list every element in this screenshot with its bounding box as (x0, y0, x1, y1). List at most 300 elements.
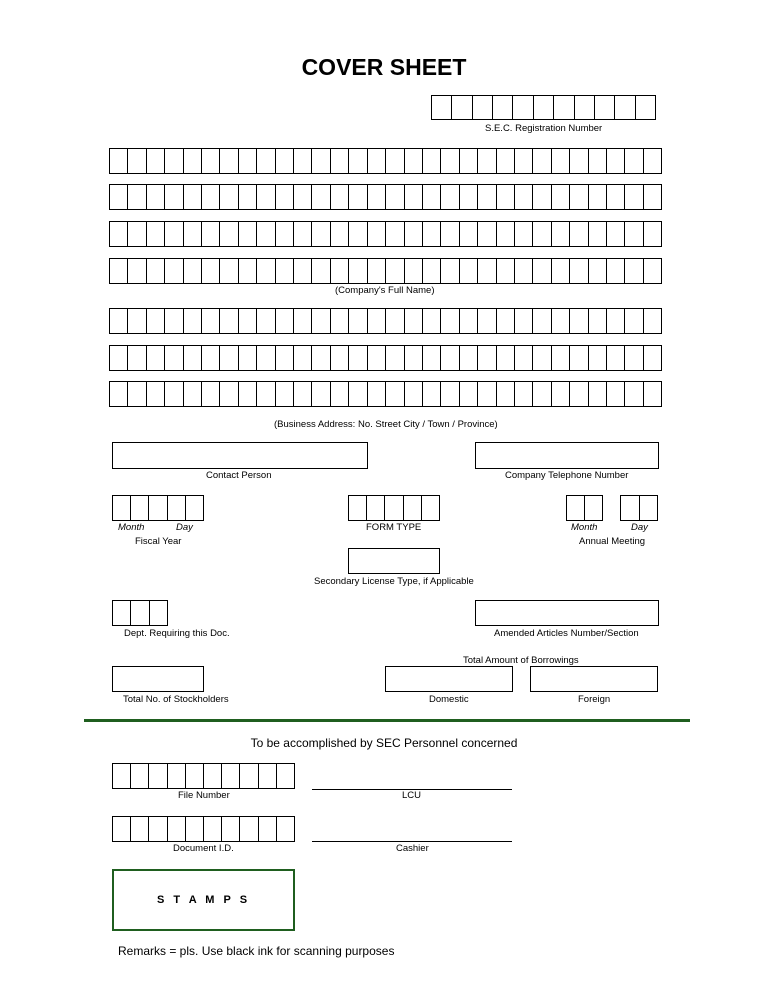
domestic-borrowings-field[interactable] (385, 666, 513, 692)
remarks-text: Remarks = pls. Use black ink for scanning purposes (118, 944, 395, 958)
entry-cell[interactable] (146, 149, 164, 173)
entry-cell[interactable] (185, 496, 203, 520)
entry-cell[interactable] (164, 222, 182, 246)
dept-requiring-boxes[interactable] (112, 600, 168, 626)
entry-cell[interactable] (477, 346, 495, 370)
entry-cell[interactable] (183, 309, 201, 333)
entry-cell[interactable] (201, 346, 219, 370)
entry-cell[interactable] (330, 149, 348, 173)
entry-cell[interactable] (275, 259, 293, 283)
entry-cell[interactable] (109, 309, 127, 333)
entry-cell[interactable] (146, 309, 164, 333)
entry-cell[interactable] (532, 309, 550, 333)
entry-cell[interactable] (256, 259, 274, 283)
entry-cell[interactable] (348, 496, 366, 520)
entry-cell[interactable] (311, 309, 329, 333)
entry-cell[interactable] (421, 496, 439, 520)
entry-cell[interactable] (183, 259, 201, 283)
entry-cell[interactable] (219, 382, 237, 406)
entry-cell[interactable] (606, 309, 624, 333)
entry-cell[interactable] (127, 185, 145, 209)
foreign-borrowings-field[interactable] (530, 666, 658, 692)
entry-cell[interactable] (440, 346, 458, 370)
entry-cell[interactable] (496, 149, 514, 173)
entry-cell[interactable] (201, 149, 219, 173)
entry-cell[interactable] (183, 346, 201, 370)
entry-cell[interactable] (276, 764, 294, 788)
stamps-label: S T A M P S (156, 894, 251, 906)
entry-cell[interactable] (385, 259, 403, 283)
entry-cell[interactable] (348, 346, 366, 370)
entry-cell[interactable] (532, 259, 550, 283)
lcu-label: LCU (402, 790, 422, 801)
company-name-row-2[interactable] (109, 184, 662, 210)
entry-cell[interactable] (238, 346, 256, 370)
entry-cell[interactable] (588, 259, 606, 283)
entry-cell[interactable] (348, 222, 366, 246)
entry-cell[interactable] (293, 149, 311, 173)
entry-cell[interactable] (185, 817, 203, 841)
entry-cell[interactable] (459, 149, 477, 173)
entry-cell[interactable] (385, 149, 403, 173)
entry-cell[interactable] (201, 259, 219, 283)
company-telephone-label: Company Telephone Number (505, 470, 629, 481)
entry-cell[interactable] (643, 309, 661, 333)
entry-cell[interactable] (367, 149, 385, 173)
annual-meeting-label: Annual Meeting (579, 536, 646, 547)
contact-person-field[interactable] (112, 442, 368, 469)
entry-cell[interactable] (404, 346, 422, 370)
entry-cell[interactable] (588, 346, 606, 370)
entry-cell[interactable] (238, 309, 256, 333)
company-telephone-field[interactable] (475, 442, 659, 469)
entry-cell[interactable] (276, 817, 294, 841)
entry-cell[interactable] (256, 309, 274, 333)
entry-cell[interactable] (330, 309, 348, 333)
entry-cell[interactable] (404, 149, 422, 173)
entry-cell[interactable] (130, 601, 148, 625)
entry-cell[interactable] (109, 185, 127, 209)
entry-cell[interactable] (330, 259, 348, 283)
company-name-label: (Company's Full Name) (335, 285, 435, 296)
entry-cell[interactable] (551, 149, 569, 173)
entry-cell[interactable] (348, 185, 366, 209)
entry-cell[interactable] (643, 185, 661, 209)
entry-cell[interactable] (258, 817, 276, 841)
entry-cell[interactable] (643, 382, 661, 406)
entry-cell[interactable] (221, 764, 239, 788)
business-address-row-3[interactable] (109, 381, 662, 407)
entry-cell[interactable] (348, 382, 366, 406)
entry-cell[interactable] (551, 185, 569, 209)
entry-cell[interactable] (164, 185, 182, 209)
entry-cell[interactable] (606, 222, 624, 246)
entry-cell[interactable] (422, 259, 440, 283)
entry-cell[interactable] (275, 309, 293, 333)
entry-cell[interactable] (492, 96, 512, 119)
entry-cell[interactable] (624, 222, 642, 246)
entry-cell[interactable] (643, 346, 661, 370)
entry-cell[interactable] (238, 222, 256, 246)
entry-cell[interactable] (569, 222, 587, 246)
fiscal-year-boxes[interactable] (112, 495, 204, 521)
entry-cell[interactable] (256, 382, 274, 406)
entry-cell[interactable] (164, 382, 182, 406)
entry-cell[interactable] (330, 382, 348, 406)
entry-cell[interactable] (606, 346, 624, 370)
entry-cell[interactable] (472, 96, 492, 119)
entry-cell[interactable] (293, 185, 311, 209)
entry-cell[interactable] (514, 259, 532, 283)
entry-cell[interactable] (404, 309, 422, 333)
entry-cell[interactable] (293, 346, 311, 370)
entry-cell[interactable] (404, 222, 422, 246)
entry-cell[interactable] (164, 346, 182, 370)
entry-cell[interactable] (643, 222, 661, 246)
entry-cell[interactable] (146, 382, 164, 406)
entry-cell[interactable] (348, 149, 366, 173)
entry-cell[interactable] (367, 185, 385, 209)
entry-cell[interactable] (624, 185, 642, 209)
entry-cell[interactable] (588, 382, 606, 406)
entry-cell[interactable] (130, 764, 148, 788)
entry-cell[interactable] (167, 817, 185, 841)
entry-cell[interactable] (367, 309, 385, 333)
entry-cell[interactable] (127, 382, 145, 406)
entry-cell[interactable] (238, 382, 256, 406)
entry-cell[interactable] (367, 382, 385, 406)
entry-cell[interactable] (614, 96, 634, 119)
entry-cell[interactable] (624, 149, 642, 173)
entry-cell[interactable] (109, 346, 127, 370)
sec-registration-number-label: S.E.C. Registration Number (485, 123, 603, 134)
entry-cell[interactable] (532, 382, 550, 406)
entry-cell[interactable] (164, 259, 182, 283)
amended-articles-field[interactable] (475, 600, 659, 626)
entry-cell[interactable] (551, 346, 569, 370)
entry-cell[interactable] (532, 346, 550, 370)
entry-cell[interactable] (127, 149, 145, 173)
secondary-license-field[interactable] (348, 548, 440, 574)
entry-cell[interactable] (496, 259, 514, 283)
entry-cell[interactable] (514, 309, 532, 333)
entry-cell[interactable] (459, 382, 477, 406)
entry-cell[interactable] (385, 346, 403, 370)
entry-cell[interactable] (624, 309, 642, 333)
entry-cell[interactable] (532, 185, 550, 209)
entry-cell[interactable] (431, 96, 451, 119)
entry-cell[interactable] (348, 309, 366, 333)
foreign-label: Foreign (578, 694, 611, 705)
form-type-boxes[interactable] (348, 495, 440, 521)
entry-cell[interactable] (385, 185, 403, 209)
entry-cell[interactable] (588, 309, 606, 333)
document-id-label: Document I.D. (173, 843, 234, 854)
entry-cell[interactable] (311, 382, 329, 406)
entry-cell[interactable] (109, 222, 127, 246)
entry-cell[interactable] (594, 96, 614, 119)
entry-cell[interactable] (422, 309, 440, 333)
entry-cell[interactable] (127, 222, 145, 246)
entry-cell[interactable] (203, 764, 221, 788)
entry-cell[interactable] (635, 96, 655, 119)
entry-cell[interactable] (201, 382, 219, 406)
entry-cell[interactable] (275, 382, 293, 406)
entry-cell[interactable] (275, 185, 293, 209)
file-number-boxes[interactable] (112, 763, 295, 789)
entry-cell[interactable] (293, 309, 311, 333)
entry-cell[interactable] (514, 185, 532, 209)
entry-cell[interactable] (512, 96, 532, 119)
entry-cell[interactable] (183, 222, 201, 246)
entry-cell[interactable] (422, 382, 440, 406)
entry-cell[interactable] (532, 222, 550, 246)
entry-cell[interactable] (422, 222, 440, 246)
entry-cell[interactable] (496, 309, 514, 333)
entry-cell[interactable] (367, 259, 385, 283)
entry-cell[interactable] (569, 185, 587, 209)
entry-cell[interactable] (459, 309, 477, 333)
company-name-row-4[interactable] (109, 258, 662, 284)
cashier-line[interactable] (312, 841, 512, 842)
entry-cell[interactable] (385, 222, 403, 246)
entry-cell[interactable] (348, 259, 366, 283)
entry-cell[interactable] (639, 496, 658, 520)
entry-cell[interactable] (112, 601, 130, 625)
entry-cell[interactable] (551, 259, 569, 283)
entry-cell[interactable] (496, 382, 514, 406)
entry-cell[interactable] (275, 346, 293, 370)
entry-cell[interactable] (239, 817, 257, 841)
fiscal-year-label: Fiscal Year (135, 536, 182, 547)
entry-cell[interactable] (551, 382, 569, 406)
entry-cell[interactable] (569, 259, 587, 283)
entry-cell[interactable] (569, 346, 587, 370)
company-name-row-3[interactable] (109, 221, 662, 247)
entry-cell[interactable] (440, 185, 458, 209)
entry-cell[interactable] (127, 309, 145, 333)
entry-cell[interactable] (496, 185, 514, 209)
entry-cell[interactable] (164, 149, 182, 173)
entry-cell[interactable] (384, 496, 402, 520)
amended-articles-label: Amended Articles Number/Section (494, 628, 639, 639)
entry-cell[interactable] (219, 149, 237, 173)
entry-cell[interactable] (219, 185, 237, 209)
entry-cell[interactable] (109, 382, 127, 406)
file-number-label: File Number (178, 790, 230, 801)
entry-cell[interactable] (293, 222, 311, 246)
entry-cell[interactable] (109, 149, 127, 173)
entry-cell[interactable] (569, 149, 587, 173)
entry-cell[interactable] (551, 309, 569, 333)
entry-cell[interactable] (275, 149, 293, 173)
entry-cell[interactable] (624, 382, 642, 406)
entry-cell[interactable] (588, 222, 606, 246)
business-address-row-1[interactable] (109, 308, 662, 334)
entry-cell[interactable] (422, 346, 440, 370)
entry-cell[interactable] (606, 382, 624, 406)
entry-cell[interactable] (311, 149, 329, 173)
entry-cell[interactable] (148, 817, 166, 841)
entry-cell[interactable] (385, 382, 403, 406)
total-stockholders-label: Total No. of Stockholders (123, 694, 229, 705)
entry-cell[interactable] (440, 222, 458, 246)
entry-cell[interactable] (404, 185, 422, 209)
entry-cell[interactable] (514, 149, 532, 173)
entry-cell[interactable] (164, 309, 182, 333)
entry-cell[interactable] (422, 185, 440, 209)
entry-cell[interactable] (201, 185, 219, 209)
entry-cell[interactable] (293, 259, 311, 283)
entry-cell[interactable] (367, 222, 385, 246)
entry-cell[interactable] (620, 496, 639, 520)
entry-cell[interactable] (219, 222, 237, 246)
entry-cell[interactable] (624, 346, 642, 370)
entry-cell[interactable] (330, 185, 348, 209)
entry-cell[interactable] (514, 222, 532, 246)
entry-cell[interactable] (422, 149, 440, 173)
entry-cell[interactable] (183, 382, 201, 406)
contact-person-label: Contact Person (206, 470, 272, 481)
entry-cell[interactable] (477, 222, 495, 246)
entry-cell[interactable] (148, 496, 166, 520)
entry-cell[interactable] (553, 96, 573, 119)
entry-cell[interactable] (588, 185, 606, 209)
entry-cell[interactable] (130, 817, 148, 841)
entry-cell[interactable] (167, 764, 185, 788)
entry-cell[interactable] (146, 185, 164, 209)
entry-cell[interactable] (146, 222, 164, 246)
entry-cell[interactable] (258, 764, 276, 788)
fiscal-day-label: Day (176, 522, 193, 533)
entry-cell[interactable] (167, 496, 185, 520)
entry-cell[interactable] (477, 309, 495, 333)
entry-cell[interactable] (569, 309, 587, 333)
entry-cell[interactable] (404, 259, 422, 283)
entry-cell[interactable] (477, 382, 495, 406)
entry-cell[interactable] (219, 309, 237, 333)
entry-cell[interactable] (221, 817, 239, 841)
entry-cell[interactable] (185, 764, 203, 788)
entry-cell[interactable] (440, 149, 458, 173)
entry-cell[interactable] (496, 346, 514, 370)
business-address-row-2[interactable] (109, 345, 662, 371)
entry-cell[interactable] (112, 764, 130, 788)
entry-cell[interactable] (624, 259, 642, 283)
entry-cell[interactable] (149, 601, 167, 625)
annual-meeting-day-boxes[interactable] (620, 495, 658, 521)
entry-cell[interactable] (330, 222, 348, 246)
entry-cell[interactable] (239, 764, 257, 788)
entry-cell[interactable] (569, 382, 587, 406)
entry-cell[interactable] (127, 346, 145, 370)
entry-cell[interactable] (330, 346, 348, 370)
dept-requiring-label: Dept. Requiring this Doc. (124, 628, 230, 639)
entry-cell[interactable] (112, 817, 130, 841)
entry-cell[interactable] (606, 259, 624, 283)
entry-cell[interactable] (183, 149, 201, 173)
entry-cell[interactable] (256, 346, 274, 370)
entry-cell[interactable] (112, 496, 130, 520)
entry-cell[interactable] (440, 382, 458, 406)
entry-cell[interactable] (574, 96, 594, 119)
entry-cell[interactable] (514, 346, 532, 370)
entry-cell[interactable] (256, 185, 274, 209)
entry-cell[interactable] (584, 496, 602, 520)
entry-cell[interactable] (146, 259, 164, 283)
entry-cell[interactable] (109, 259, 127, 283)
entry-cell[interactable] (311, 185, 329, 209)
entry-cell[interactable] (403, 496, 421, 520)
annual-day-label: Day (631, 522, 648, 533)
entry-cell[interactable] (459, 346, 477, 370)
entry-cell[interactable] (643, 259, 661, 283)
fiscal-month-label: Month (118, 522, 145, 533)
total-stockholders-field[interactable] (112, 666, 204, 692)
entry-cell[interactable] (459, 185, 477, 209)
entry-cell[interactable] (532, 149, 550, 173)
entry-cell[interactable] (367, 346, 385, 370)
entry-cell[interactable] (311, 346, 329, 370)
entry-cell[interactable] (606, 185, 624, 209)
entry-cell[interactable] (451, 96, 471, 119)
entry-cell[interactable] (219, 346, 237, 370)
company-name-row-1[interactable] (109, 148, 662, 174)
entry-cell[interactable] (238, 185, 256, 209)
entry-cell[interactable] (219, 259, 237, 283)
document-id-boxes[interactable] (112, 816, 295, 842)
entry-cell[interactable] (566, 496, 584, 520)
entry-cell[interactable] (201, 222, 219, 246)
entry-cell[interactable] (459, 259, 477, 283)
entry-cell[interactable] (551, 222, 569, 246)
entry-cell[interactable] (366, 496, 384, 520)
entry-cell[interactable] (127, 259, 145, 283)
entry-cell[interactable] (201, 309, 219, 333)
entry-cell[interactable] (256, 149, 274, 173)
entry-cell[interactable] (203, 817, 221, 841)
entry-cell[interactable] (293, 382, 311, 406)
entry-cell[interactable] (477, 149, 495, 173)
entry-cell[interactable] (477, 259, 495, 283)
entry-cell[interactable] (238, 259, 256, 283)
entry-cell[interactable] (514, 382, 532, 406)
entry-cell[interactable] (311, 222, 329, 246)
entry-cell[interactable] (130, 496, 148, 520)
entry-cell[interactable] (311, 259, 329, 283)
entry-cell[interactable] (183, 185, 201, 209)
entry-cell[interactable] (440, 309, 458, 333)
annual-meeting-month-boxes[interactable] (566, 495, 603, 521)
sec-registration-number-boxes[interactable] (431, 95, 656, 120)
entry-cell[interactable] (440, 259, 458, 283)
entry-cell[interactable] (606, 149, 624, 173)
entry-cell[interactable] (404, 382, 422, 406)
entry-cell[interactable] (533, 96, 553, 119)
entry-cell[interactable] (588, 149, 606, 173)
entry-cell[interactable] (496, 222, 514, 246)
entry-cell[interactable] (146, 346, 164, 370)
entry-cell[interactable] (275, 222, 293, 246)
entry-cell[interactable] (256, 222, 274, 246)
entry-cell[interactable] (385, 309, 403, 333)
entry-cell[interactable] (459, 222, 477, 246)
entry-cell[interactable] (148, 764, 166, 788)
entry-cell[interactable] (238, 149, 256, 173)
section-divider (84, 719, 690, 722)
entry-cell[interactable] (643, 149, 661, 173)
entry-cell[interactable] (477, 185, 495, 209)
